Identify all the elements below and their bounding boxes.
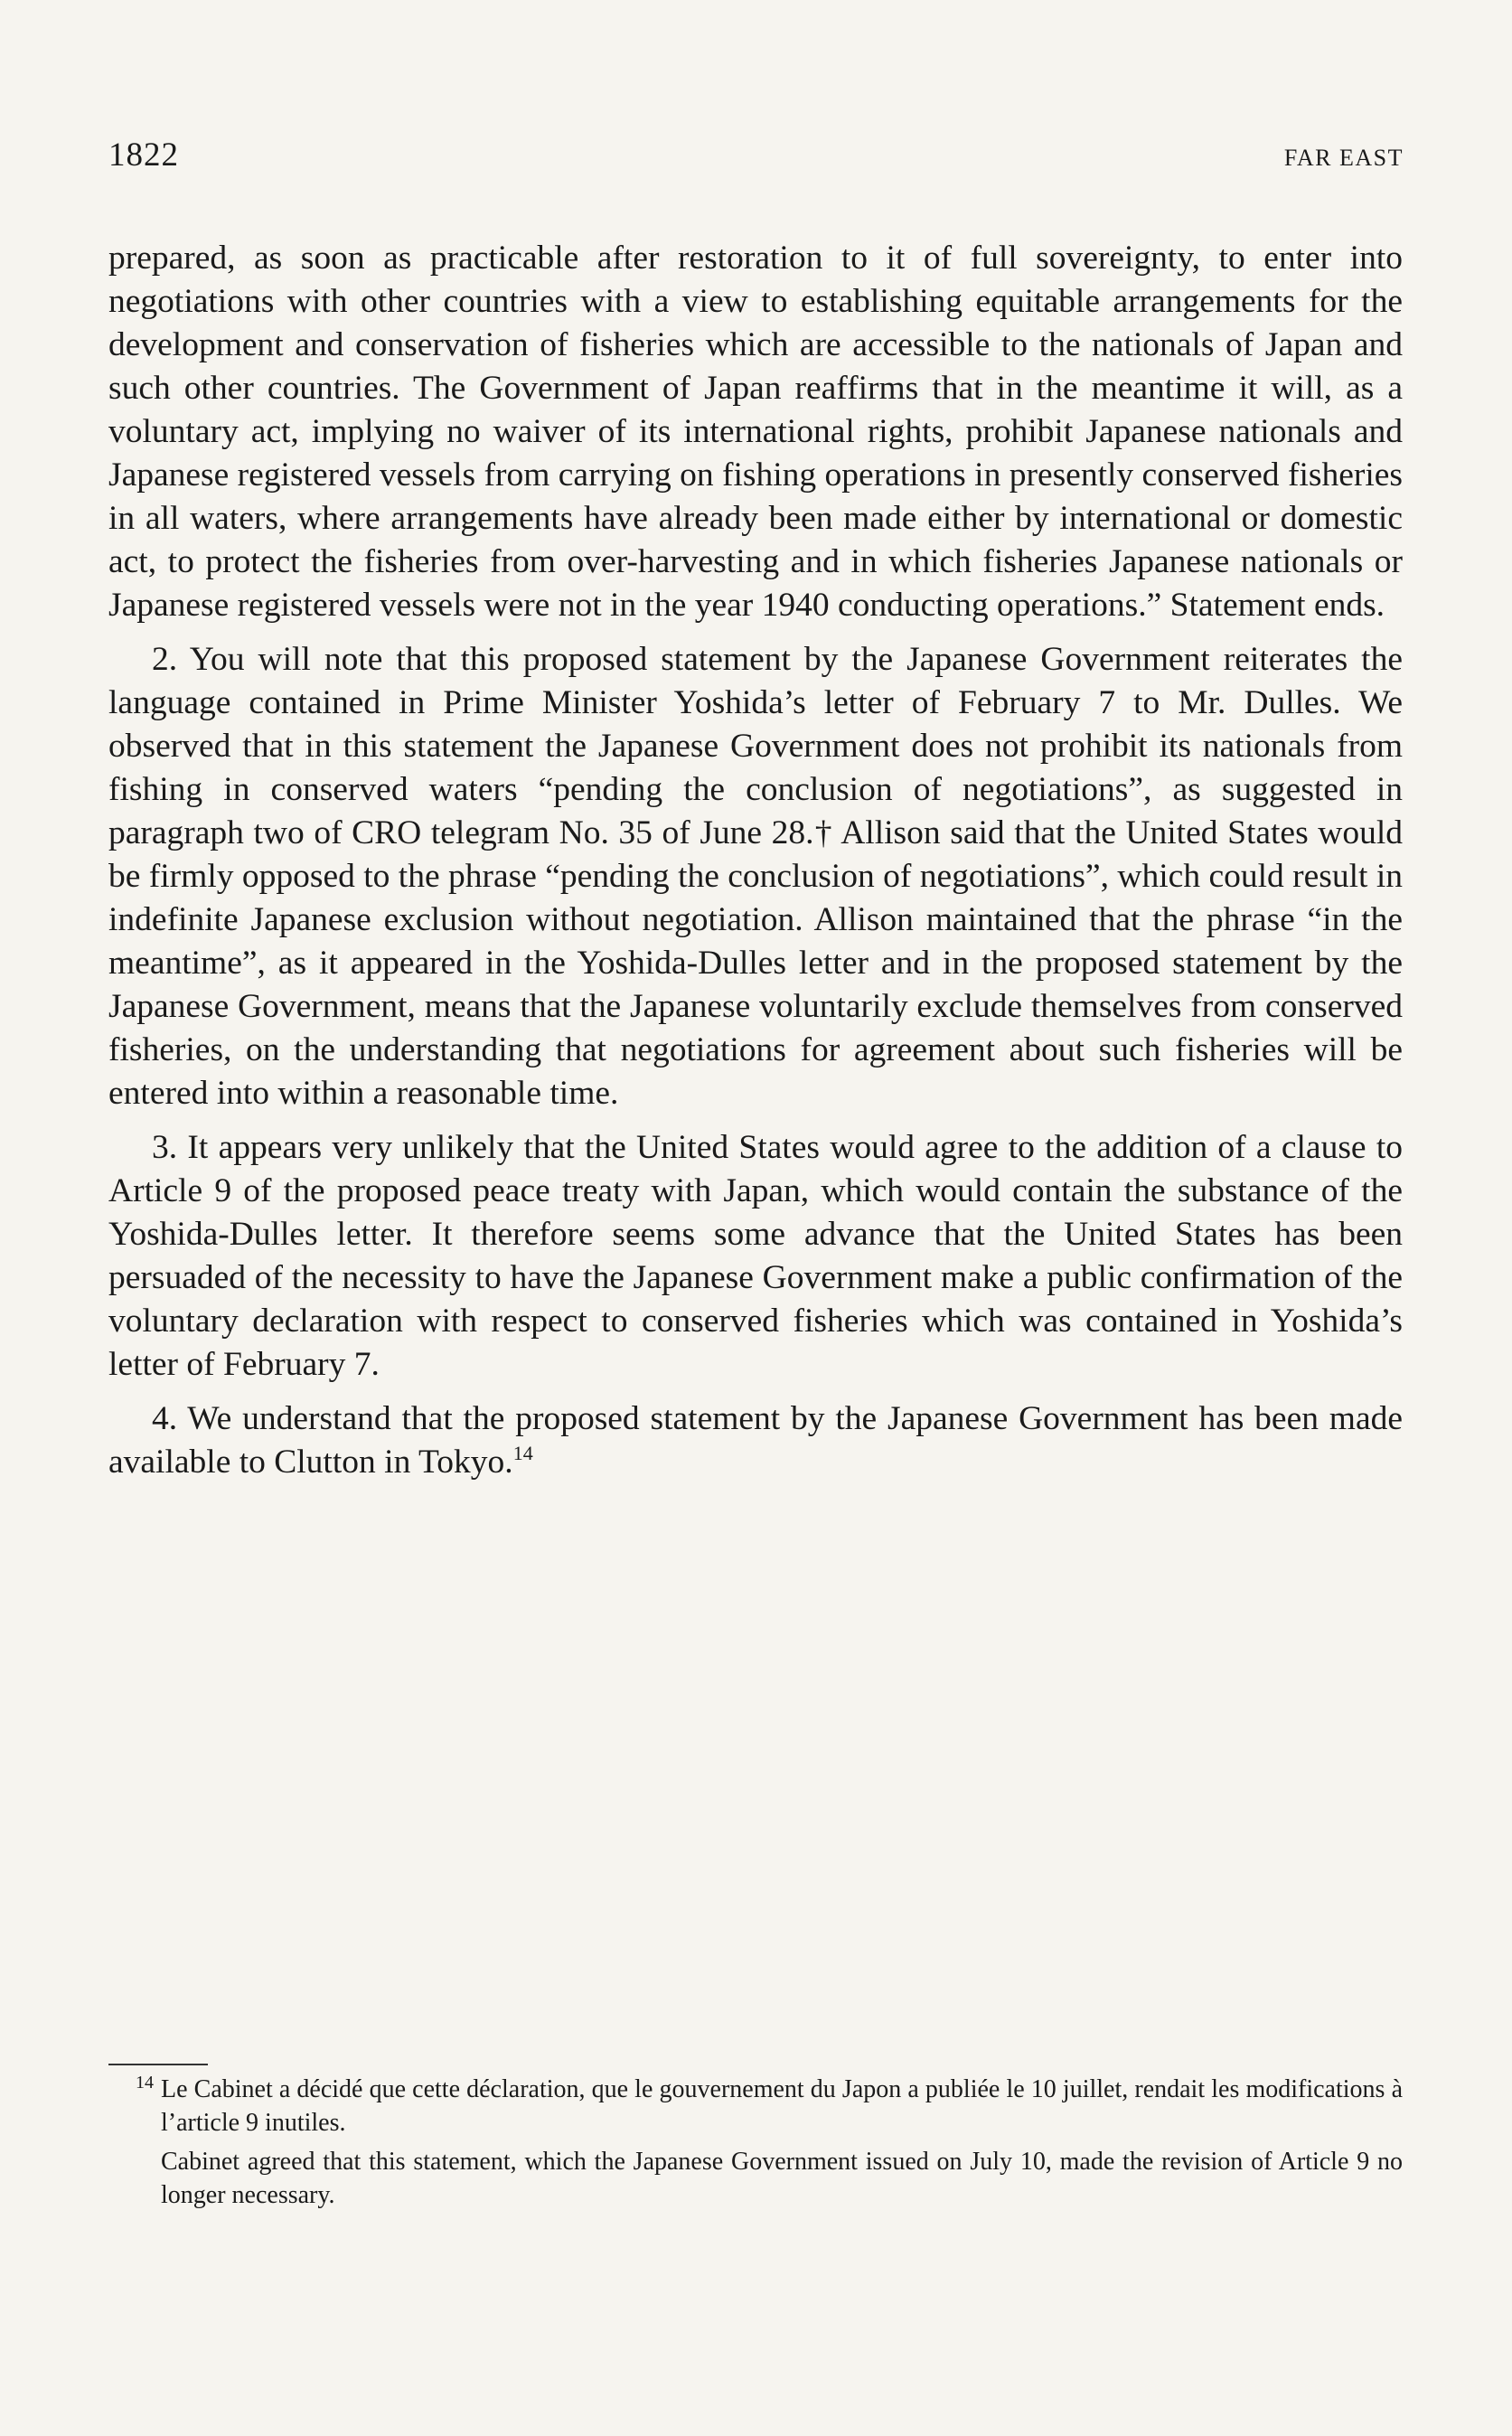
footnote-english: Cabinet agreed that this statement, which the Japanese Government issued on July 10, made the revision of Article 9 no longer necessary. <box>161 2148 1403 2209</box>
running-head: FAR EAST <box>1283 145 1404 171</box>
paragraph-4-text: 4. We understand that the proposed statement by the Japanese Government has been made available to Clutton in Tokyo. <box>108 1400 1403 1481</box>
paragraph-3: 3. It appears very unlikely that the United States would agree to the addition of a clause to Article 9 of the proposed peace treaty with Japan, which would contain the substance of the Yoshida-Dulles letter. It therefore seems some advance that the United States has been persuaded of the necessity to have the Japanese Government make a public confirmation of the voluntary declaration with respect to conserved fisheries which was contained in Yoshida’s letter of February 7. <box>108 1129 1403 1383</box>
footnote-french: 14 Le Cabinet a décidé que cette déclaration, que le gouvernement du Japon a publiée le 10 juillet, rendait les modifications à l’article 9 inutiles. <box>136 2073 1403 2137</box>
paragraph-1: prepared, as soon as practicable after restoration to it of full sovereignty, to enter into negotiations with other countries with a view to establishing equitable arrangements for the development and conservation of fisheries which are accessible to the nationals of Japan and such other countries. The Government of Japan reaffirms that in the meantime it will, as a voluntary act, implying no waiver of its international rights, prohibit Japanese nationals and Japanese registered vessels from carrying on fishing operations in presently conserved fisheries in all waters, where arrangements have already been made either by international or domestic act, to protect the fisheries from over-harvesting and in which fisheries Japanese nationals or Japanese registered vessels were not in the year 1940 conducting operations.” Statement ends. <box>108 240 1403 624</box>
footnote-reference: 14 <box>512 1442 533 1464</box>
footnote-french-text: Le Cabinet a décidé que cette déclaration, que le gouvernement du Japon a publiée le 10 juillet, rendait les modifications à l’article 9 inutiles. <box>161 2075 1403 2137</box>
paragraph-4 <box>108 1397 1403 1484</box>
page-number: 1822 <box>108 136 179 174</box>
body-text <box>108 237 1403 1495</box>
footnote-rule <box>108 2064 208 2065</box>
paragraph-2: 2. You will note that this proposed statement by the Japanese Government reiterates the language contained in Prime Minister Yoshida’s letter of February 7 to Mr. Dulles. We observed that in this statement the Japanese Government does not prohibit its nationals from fishing in conserved waters “pending the conclusion of negotiations”, as suggested in paragraph two of CRO telegram No. 35 of June 28.† Allison said that the United States would be firmly opposed to the phrase “pending the conclusion of negotiations”, which could result in indefinite Japanese exclusion without negotiation. Allison maintained that the phrase “in the meantime”, as it appeared in the Yoshida-Dulles letter and in the proposed statement by the Japanese Government, means that the Japanese voluntarily exclude themselves from conserved fisheries, on the understanding that negotiations for agreement about such fisheries will be entered into within a reasonable time. <box>108 641 1403 1112</box>
footnotes <box>108 2073 1403 2217</box>
